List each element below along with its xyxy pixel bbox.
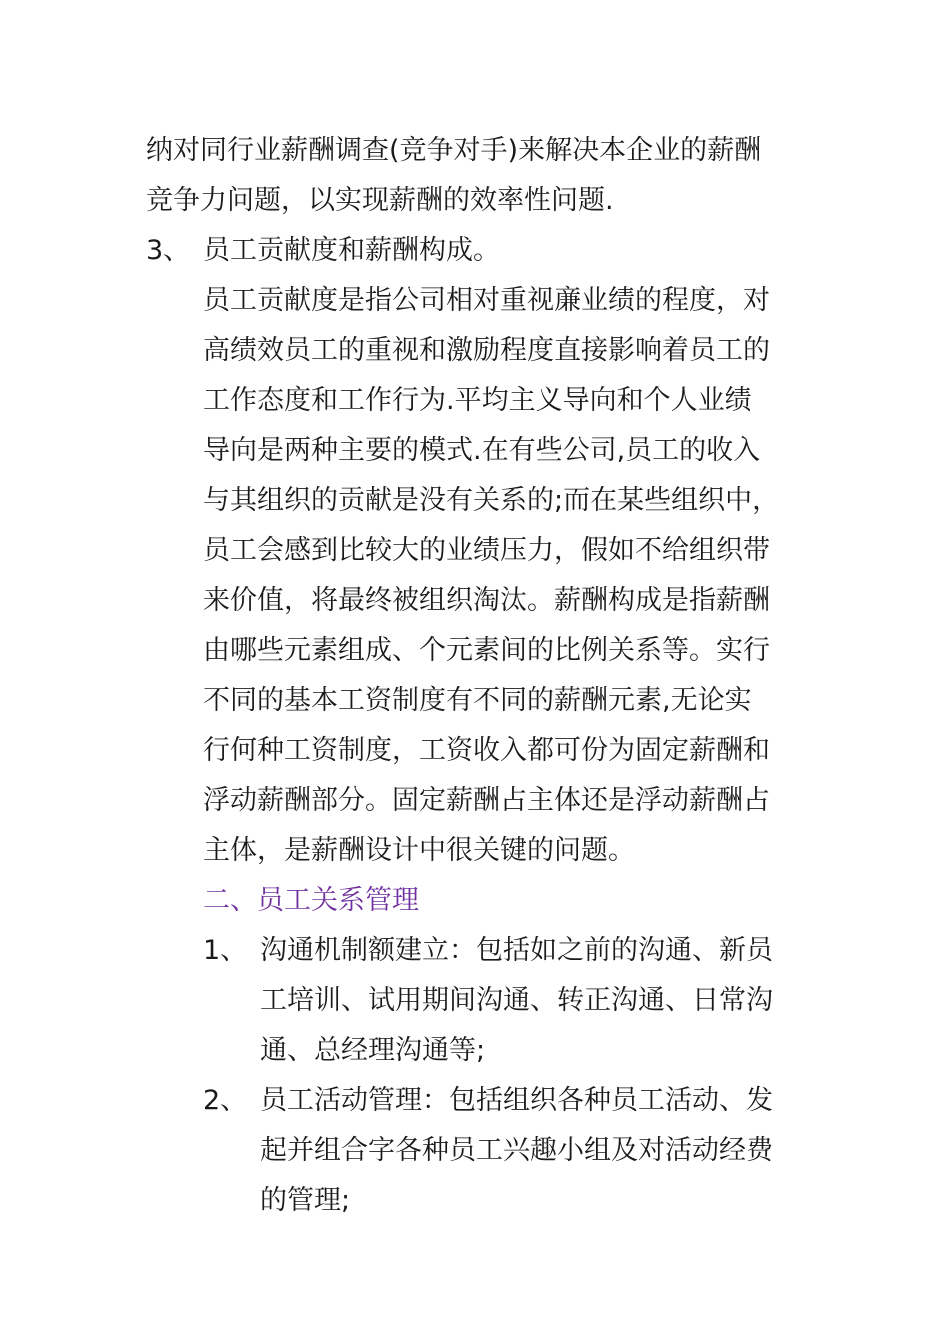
item-3-body-line-9: 不同的基本工资制度有不同的薪酬元素,无论实	[203, 685, 752, 716]
item-3-body-line-6: 员工会感到比较大的业绩压力，假如不给组织带	[203, 535, 770, 566]
section-2-item-1-number: 1、	[203, 935, 248, 966]
section-2-item-2-line-1: 员工活动管理：包括组织各种员工活动、发	[260, 1085, 773, 1116]
item-3-body-line-3: 工作态度和工作行为.平均主义导向和个人业绩	[203, 385, 752, 416]
item-3-body-line-10: 行何种工资制度，工资收入都可份为固定薪酬和	[203, 735, 770, 766]
item-3-number: 3、	[146, 235, 191, 266]
item-3-body-line-2: 高绩效员工的重视和激励程度直接影响着员工的	[203, 335, 770, 366]
section-2-item-2-number: 2、	[203, 1085, 248, 1116]
section-2-item-2-line-3: 的管理;	[260, 1185, 351, 1216]
item-3-body-line-5: 与其组织的贡献是没有关系的;而在某些组织中，	[203, 485, 780, 516]
intro-line-1: 纳对同行业薪酬调查(竞争对手)来解决本企业的薪酬	[146, 135, 762, 166]
item-3-body-line-7: 来价值，将最终被组织淘汰。薪酬构成是指薪酬	[203, 585, 770, 616]
section-2-item-1-line-2: 工培训、试用期间沟通、转正沟通、日常沟	[260, 985, 773, 1016]
item-3-body-line-11: 浮动薪酬部分。固定薪酬占主体还是浮动薪酬占	[203, 785, 770, 816]
section-2-item-2-line-2: 起并组合字各种员工兴趣小组及对活动经费	[260, 1135, 773, 1166]
section-2-heading: 二、员工关系管理	[203, 885, 419, 916]
intro-line-2: 竞争力问题，以实现薪酬的效率性问题.	[146, 185, 614, 216]
item-3-title: 员工贡献度和薪酬构成。	[203, 235, 500, 266]
section-2-item-1-line-3: 通、总经理沟通等;	[260, 1035, 486, 1066]
item-3-body-line-1: 员工贡献度是指公司相对重视亷业绩的程度，对	[203, 285, 770, 316]
item-3-body-line-8: 由哪些元素组成、个元素间的比例关系等。实行	[203, 635, 770, 666]
item-3-body-line-12: 主体，是薪酬设计中很关键的问题。	[203, 835, 635, 866]
item-3-body-line-4: 导向是两种主要的模式.在有些公司,员工的收入	[203, 435, 761, 466]
section-2-item-1-line-1: 沟通机制额建立：包括如之前的沟通、新员	[260, 935, 773, 966]
